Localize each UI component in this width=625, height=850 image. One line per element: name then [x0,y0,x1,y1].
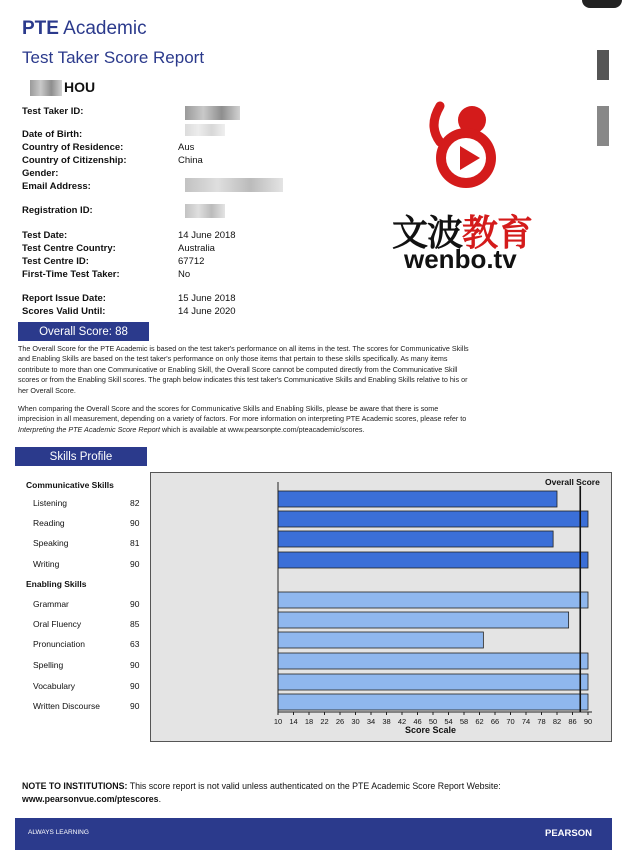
x-tick-label: 14 [289,717,298,726]
info-label: Report Issue Date: [22,293,106,304]
score-verification-link[interactable]: www.pearsonvue.com/ptescores [22,794,159,804]
skill-group-heading: Communicative Skills [26,480,114,490]
x-tick-label: 78 [537,717,546,726]
info-label: Country of Residence: [22,142,124,153]
skill-label: Oral Fluency [33,619,82,629]
edge-mark [597,106,609,146]
dob-redaction [185,124,225,136]
skills-chart [150,472,612,742]
x-tick-label: 90 [583,717,593,726]
email-redaction [185,178,283,192]
skill-score: 90 [130,701,140,711]
skill-bar [278,552,588,568]
info-value: Australia [178,243,215,254]
skill-bar [278,491,557,507]
skill-bar [278,694,588,710]
info-label: Test Date: [22,230,68,241]
skill-label: Vocabulary [33,681,76,691]
comparison-paragraph: When comparing the Overall Score and the scores for Communicative Skills and Enabling Skills, please be aware that there is some imprecision in all measurement, depending on a variety of factors. For more information on interpreting PTE Academic scores, please refer to Interpreting the PTE Academic Score Report which is available at www.pearsonpte.com/pteacademic/scores. [18,404,467,434]
info-value: No [178,269,191,280]
skill-score: 90 [130,559,140,569]
institution-note: NOTE TO INSTITUTIONS: This score report is not valid unless authenticated on the PTE Academic Score Report Website: www.pearsonvue.com/ptescores. [22,781,501,804]
x-tick-label: 54 [444,717,453,726]
info-label: Gender: [22,168,59,179]
x-tick-label: 30 [351,717,360,726]
skill-bar [278,531,553,547]
info-value: China [178,155,203,166]
info-label: Test Taker ID: [22,106,84,117]
x-tick-label: 18 [304,717,314,726]
x-tick-label: 86 [568,717,577,726]
skill-label: Pronunciation [33,639,85,649]
skill-bar [278,511,588,527]
skill-bar [278,674,588,690]
x-tick-label: 70 [506,717,515,726]
x-tick-label: 50 [428,717,438,726]
info-label: Test Centre Country: [22,243,116,254]
skill-bar [278,592,588,608]
x-tick-label: 10 [273,717,283,726]
skill-score: 63 [130,639,140,649]
skill-score: 90 [130,518,140,528]
name-redaction [30,80,62,96]
skill-group-heading: Enabling Skills [26,579,87,589]
edge-mark [597,50,609,80]
skill-label: Listening [33,498,68,508]
x-tick-label: 58 [459,717,469,726]
x-tick-label: 46 [413,717,422,726]
x-tick-label: 82 [552,717,562,726]
skill-score: 90 [130,681,140,691]
info-value: 67712 [178,256,205,267]
skill-label: Writing [33,559,60,569]
info-value: 14 June 2018 [178,230,236,241]
x-tick-label: 38 [382,717,391,726]
wenbo-logo-icon [420,98,510,198]
x-tick-label: 66 [490,717,500,726]
info-label: Date of Birth: [22,129,83,140]
footer-bar [15,818,612,850]
logo-url-text: wenbo.tv [404,244,517,274]
overall-score-banner: Overall Score: 88 [18,322,149,341]
report-title: PTE Academic [22,18,147,39]
x-tick-label: 22 [320,717,329,726]
info-label: Test Centre ID: [22,256,89,267]
pearson-logo: PEARSON [545,828,592,839]
skill-score: 81 [130,538,140,548]
x-tick-label: 34 [366,717,376,726]
info-value: Aus [178,142,195,153]
skill-bar [278,612,569,628]
x-tick-label: 62 [475,717,484,726]
x-tick-label: 26 [335,717,345,726]
chart-overall-label: Overall Score [545,477,600,487]
x-axis-label: Score Scale [405,725,457,735]
id-redaction [185,106,240,120]
skills-profile-banner: Skills Profile [15,447,147,466]
corner-mark [582,0,622,8]
info-label: Scores Valid Until: [22,306,106,317]
logo-chinese-text: 文波教育 [392,212,533,253]
skill-label: Grammar [33,599,69,609]
skill-score: 82 [130,498,140,508]
info-value: 14 June 2020 [178,306,236,317]
x-tick-label: 42 [397,717,407,726]
footer-tagline: ALWAYS LEARNING [28,829,89,836]
reg-redaction [185,204,225,218]
info-label: Country of Citizenship: [22,155,127,166]
skill-label: Speaking [33,538,69,548]
report-subtitle: Test Taker Score Report [22,48,205,67]
skill-label: Spelling [33,660,64,670]
skill-bar [278,653,588,669]
skill-label: Written Discourse [33,701,100,711]
skill-score: 90 [130,599,140,609]
info-label: Email Address: [22,181,91,192]
x-tick-label: 74 [521,717,531,726]
test-taker-name: HOU [64,79,96,95]
info-label: Registration ID: [22,205,93,216]
skill-bar [278,632,483,648]
skill-score: 85 [130,619,140,629]
info-label: First-Time Test Taker: [22,269,120,280]
explanation-paragraph: The Overall Score for the PTE Academic is based on the test taker's performance on all items in the test. The scores for Communicative Skills and Enabling Skills are based on the test taker's performance on only those items that pertain to these skills specifically. As many items contribute to more than one Communicative or Enabling Skill, the Overall Score cannot be computed directly from the Communicative Skill scores or from the Enabling Skill scores. The graph below indicates this test taker's Communicative Skills and Enabling Skills relative to his or her Overall Score. [18,344,469,395]
skill-label: Reading [33,518,65,528]
info-value: 15 June 2018 [178,293,236,304]
skill-score: 90 [130,660,140,670]
